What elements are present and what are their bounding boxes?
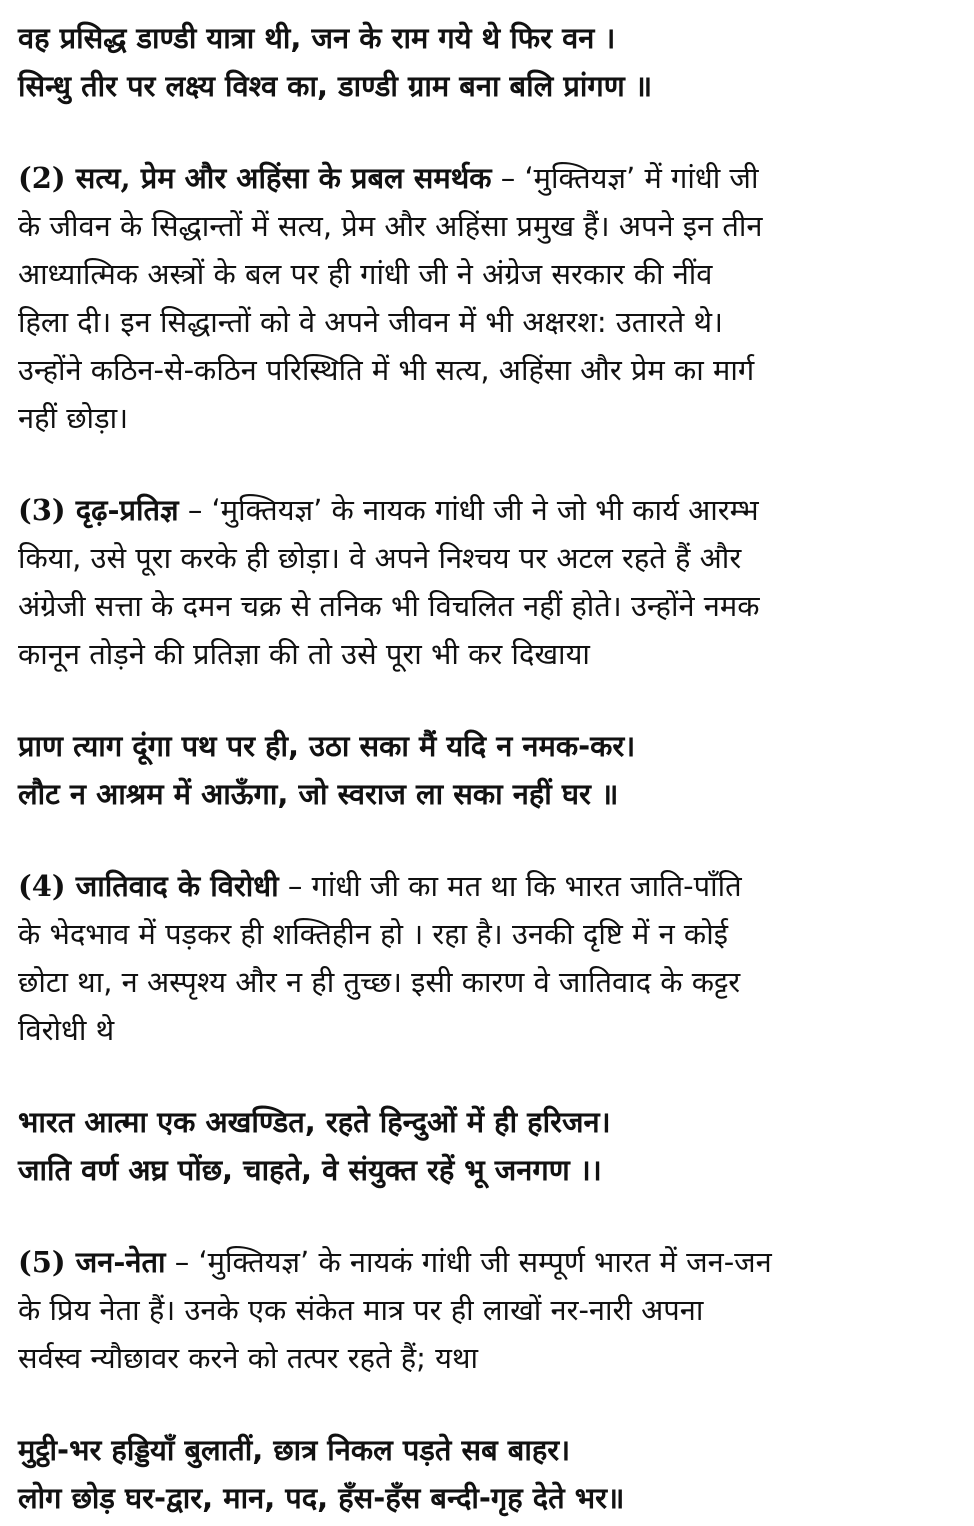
- paragraph-line: आध्यात्मिक अस्त्रों के बल पर ही गांधी जी ने अंग्रेज सरकार की नींव: [18, 257, 713, 291]
- verse-line: लौट न आश्रम में आऊँगा, जो स्वराज ला सका नहीं घर ॥: [18, 777, 619, 811]
- verse-line: मुट्ठी-भर हड्डियाँ बुलातीं, छात्र निकल पड़ते सब बाहर।: [18, 1433, 571, 1467]
- paragraph-line: अंग्रेजी सत्ता के दमन चक्र से तनिक भी विचलित नहीं होते। उन्होंने नमक: [18, 589, 760, 623]
- paragraph-text: – ‘मुक्तियज्ञ’ में गांधी जी: [491, 161, 759, 195]
- paragraph-text: – गांधी जी का मत था कि भारत जाति-पाँति: [278, 869, 742, 903]
- paragraph-first-line: [18, 154, 958, 202]
- verse-line: सिन्धु तीर पर लक्ष्य विश्व का, डाण्डी ग्राम बना बलि प्रांगण ॥: [18, 69, 653, 103]
- paragraph-line: हिला दी। इन सिद्धान्तों को वे अपने जीवन में भी अक्षरश: उतारते थे।: [18, 305, 723, 339]
- paragraph-line: सर्वस्व न्यौछावर करने को तत्पर रहते हैं; यथा: [18, 1341, 479, 1375]
- paragraph-line: किया, उसे पूरा करके ही छोड़ा। वे अपने निश्चय पर अटल रहते हैं और: [18, 541, 742, 575]
- paragraph-first-line: [18, 1238, 958, 1286]
- document-page: [18, 14, 958, 1522]
- paragraph-heading: (5) जन-नेता: [18, 1245, 166, 1279]
- paragraph-line: उन्होंने कठिन-से-कठिन परिस्थिति में भी सत्य, अहिंसा और प्रेम का मार्ग: [18, 353, 755, 387]
- verse-line: वह प्रसिद्ध डाण्डी यात्रा थी, जन के राम गये थे फिर वन ।: [18, 21, 616, 55]
- paragraph-peoples-leader: [18, 1238, 958, 1382]
- paragraph-line: के जीवन के सिद्धान्तों में सत्य, प्रेम और अहिंसा प्रमुख हैं। अपने इन तीन: [18, 209, 763, 243]
- paragraph-text: – ‘मुक्तियज्ञ’ के नायक गांधी जी ने जो भी कार्य आरम्भ: [178, 493, 759, 527]
- verse-handful-bones: [18, 1426, 958, 1522]
- paragraph-determined: [18, 486, 958, 678]
- paragraph-anti-casteism: [18, 862, 958, 1054]
- verse-line: जाति वर्ण अघ्र पोंछ, चाहते, वे संयुक्त रहें भू जनगण ।।: [18, 1153, 602, 1187]
- verse-dandi-yatra: [18, 14, 958, 110]
- paragraph-truth-love-nonviolence: [18, 154, 958, 442]
- paragraph-line: कानून तोड़ने की प्रतिज्ञा की तो उसे पूरा भी कर दिखाया: [18, 637, 590, 671]
- paragraph-text: – ‘मुक्तियज्ञ’ के नायकं गांधी जी सम्पूर्ण भारत में जन-जन: [165, 1245, 772, 1279]
- verse-line: प्राण त्याग दूंगा पथ पर ही, उठा सका मैं यदि न नमक-कर।: [18, 729, 636, 763]
- verse-line: लोग छोड़ घर-द्वार, मान, पद, हँस-हँस बन्दी-गृह देते भर॥: [18, 1481, 625, 1515]
- paragraph-line: के भेदभाव में पड़कर ही शक्तिहीन हो । रहा है। उनकी दृष्टि में न कोई: [18, 917, 728, 951]
- paragraph-line: नहीं छोड़ा।: [18, 401, 129, 435]
- verse-harijan: [18, 1098, 958, 1194]
- paragraph-first-line: [18, 486, 958, 534]
- paragraph-line: विरोधी थे: [18, 1013, 115, 1047]
- paragraph-line: के प्रिय नेता हैं। उनके एक संकेत मात्र पर ही लाखों नर-नारी अपना: [18, 1293, 704, 1327]
- paragraph-heading: (2) सत्य, प्रेम और अहिंसा के प्रबल समर्थक: [18, 161, 492, 195]
- paragraph-first-line: [18, 862, 958, 910]
- verse-salt-tax: [18, 722, 958, 818]
- verse-line: भारत आत्मा एक अखण्डित, रहते हिन्दुओं में ही हरिजन।: [18, 1105, 611, 1139]
- paragraph-heading: (4) जातिवाद के विरोधी: [18, 869, 279, 903]
- paragraph-line: छोटा था, न अस्पृश्य और न ही तुच्छ। इसी कारण वे जातिवाद के कट्टर: [18, 965, 741, 999]
- paragraph-heading: (3) दृढ़-प्रतिज्ञ: [18, 493, 179, 527]
